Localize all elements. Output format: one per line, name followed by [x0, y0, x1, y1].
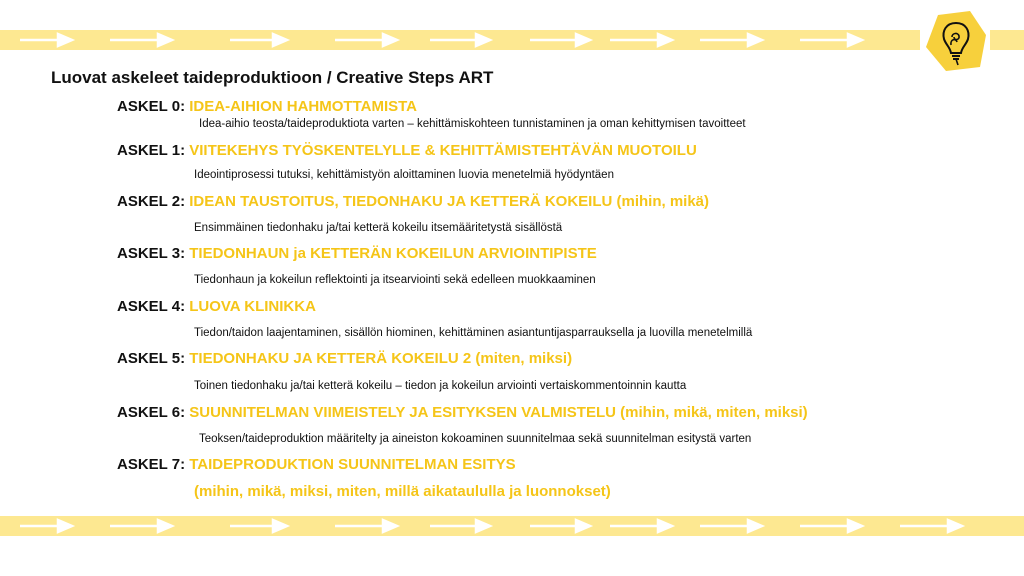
step-label: ASKEL 5: [117, 350, 186, 367]
step-title: VIITEKEHYS TYÖSKENTELYLLE & KEHITTÄMISTEHTÄVÄN MUOTOILU [189, 142, 697, 159]
step-5-heading [117, 350, 572, 367]
step-title: IDEA-AIHION HAHMOTTAMISTA [189, 98, 418, 115]
step-6-description: Teoksen/taideproduktion määritelty ja aineiston kokoaminen suunnitelmaa sekä suunnitelman esitystä varten [199, 433, 752, 445]
step-5-description: Toinen tiedonhaku ja/tai ketterä kokeilu – tiedon ja kokeilun arviointi vertaiskommentoinnin kautta [194, 380, 687, 392]
step-7-heading [117, 456, 516, 473]
step-label: ASKEL 4: [117, 298, 186, 315]
step-title: TAIDEPRODUKTION SUUNNITELMAN ESITYS [189, 456, 516, 473]
step-title: SUUNNITELMAN VIIMEISTELY JA ESITYKSEN VALMISTELU (mihin, mikä, miten, miksi) [189, 404, 808, 421]
step-2-description: Ensimmäinen tiedonhaku ja/tai ketterä kokeilu itsemääritetystä sisällöstä [194, 222, 563, 234]
step-0-description: Idea-aihio teosta/taideproduktiota varten – kehittämiskohteen tunnistaminen ja oman kehittymisen tavoitteet [199, 118, 746, 130]
step-7-description: (mihin, mikä, miksi, miten, millä aikataululla ja luonnokset) [194, 483, 611, 500]
step-label: ASKEL 6: [117, 404, 186, 421]
page-title: Luovat askeleet taideproduktioon / Creative Steps ART [51, 68, 494, 87]
step-1-description: Ideointiprosessi tutuksi, kehittämistyön aloittaminen luovia menetelmiä hyödyntäen [194, 169, 614, 181]
step-1-heading [117, 142, 697, 159]
step-3-description: Tiedonhaun ja kokeilun reflektointi ja itsearviointi sekä edelleen muokkaaminen [194, 274, 596, 286]
step-0-heading [117, 98, 417, 115]
step-label: ASKEL 2: [117, 193, 186, 210]
step-3-heading [117, 245, 597, 262]
step-4-description: Tiedon/taidon laajentaminen, sisällön hiominen, kehittäminen asiantuntijasparrauksella ja luovilla menetelmillä [194, 327, 753, 339]
step-title: TIEDONHAUN ja KETTERÄN KOKEILUN ARVIOINTIPISTE [189, 245, 597, 262]
step-2-heading [117, 193, 709, 210]
step-title: LUOVA KLINIKKA [189, 298, 316, 315]
step-title: IDEAN TAUSTOITUS, TIEDONHAKU JA KETTERÄ KOKEILU (mihin, mikä) [189, 193, 709, 210]
top-arrow-band [0, 30, 1024, 50]
step-label: ASKEL 3: [117, 245, 186, 262]
step-label: ASKEL 1: [117, 142, 186, 159]
step-title: TIEDONHAKU JA KETTERÄ KOKEILU 2 (miten, miksi) [189, 350, 573, 367]
step-label: ASKEL 0: [117, 98, 186, 115]
step-6-heading [117, 404, 808, 421]
step-label: ASKEL 7: [117, 456, 186, 473]
lightbulb-icon [924, 9, 988, 73]
step-4-heading [117, 298, 316, 315]
bottom-arrow-band [0, 516, 1024, 536]
